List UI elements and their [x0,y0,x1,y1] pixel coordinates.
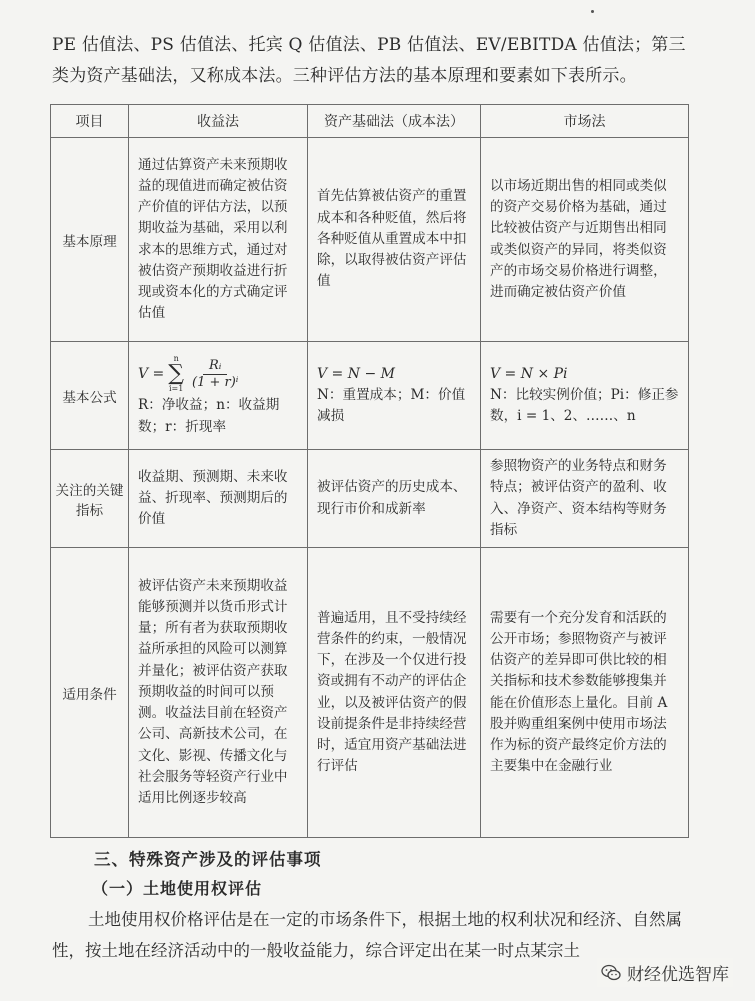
table-header-row [51,105,689,138]
subsection-title: （一）土地使用权评估 [92,879,263,898]
header-market-method: 市场法 [481,105,689,138]
row-label-principle: 基本原理 [51,138,129,342]
row-label-conditions: 适用条件 [51,548,129,838]
sum-upper-limit: n [173,354,179,364]
watermark-text: 财经优选智库 [627,965,729,985]
row-label-formula: 基本公式 [51,342,129,450]
formula-lhs: V = [138,365,165,382]
fraction-numerator: Rᵢ [203,358,227,375]
income-indicators: 收益期、预测期、未来收益、折现率、预测期后的价值 [129,450,308,548]
body-paragraph: 土地使用权价格评估是在一定的市场条件下，根据土地的权利状况和经济、自然属性，按土地在经济活动中的一般收益能力，综合评定出在某一时点某宗土 [52,910,682,960]
sigma-symbol [168,355,184,393]
sum-sign: ∑ [168,361,185,387]
cost-formula-note: N：重置成本；M：价值减损 [317,386,466,425]
income-formula [138,355,298,393]
cost-formula: V = N − M [317,365,395,382]
market-formula: V = N × Pi [490,365,568,382]
watermark [597,958,733,987]
header-income-method: 收益法 [129,105,308,138]
market-principle: 以市场近期出售的相同或类似的资产交易价格为基础，通过比较被估资产与近期售出相同或类似资产的异同，将类似资产的市场交易价格进行调整，进而确定被估资产价值 [481,138,689,342]
income-formula-cell [129,342,308,450]
wechat-icon [601,964,621,982]
page-mark [591,10,594,13]
table-row [51,138,689,342]
section-title: 三、特殊资产涉及的评估事项 [94,850,322,869]
row-label-key-indicators: 关注的关键指标 [51,450,129,548]
income-formula-note: R：净收益；n：收益期数；r：折现率 [138,397,280,435]
fraction-denominator: (1 + r)ⁱ [192,374,239,390]
intro-paragraph: PE 估值法、PS 估值法、托宾 Q 估值法、PB 估值法、EV/EBITDA 估值法；第三 类为资产基础法，又称成本法。三种评估方法的基本原理和要素如下表所示。 [52,35,686,86]
cost-principle: 首先估算被估资产的重置成本和各种贬值，然后将各种贬值从重置成本中扣除，以取得被估资产评估值 [308,138,481,342]
table-row [51,342,689,450]
valuation-methods-table [50,104,689,838]
cost-conditions: 普遍适用，且不受持续经营条件的约束，一般情况下，在涉及一个仅进行投资或拥有不动产的评估企业，以及被评估资产的假设前提条件是非持续经营时，适宜用资产基础法进行评估 [308,548,481,838]
table-row [51,450,689,548]
income-conditions: 被评估资产未来预期收益能够预测并以货币形式计量；所有者为获取预期收益所承担的风险可以测算并量化；被评估资产获取预期收益的时间可以预测。收益法目前在轻资产公司、高新技术公司，在文化、影视、传播文化与社会服务等轻资产行业中适用比例逐步较高 [129,548,308,838]
table-row [51,548,689,838]
cost-formula-cell [308,342,481,450]
sum-lower-limit: i=1 [168,384,184,394]
header-cost-method: 资产基础法（成本法） [308,105,481,138]
market-formula-cell [481,342,689,450]
formula-fraction [188,358,242,390]
market-indicators: 参照物资产的业务特点和财务特点；被评估资产的盈利、收入、净资产、资本结构等财务指标 [481,450,689,548]
market-formula-note: N：比较实例价值；Pi：修正参数，i = 1、2、……、n [490,386,679,425]
income-principle: 通过估算资产未来预期收益的现值进而确定被估资产价值的评估方法，以预期收益为基础，采用以利求本的思维方式，通过对被估资产预期收益进行折现或资本化的方式确定评估值 [129,138,308,342]
header-item: 项目 [51,105,129,138]
cost-indicators: 被评估资产的历史成本、现行市价和成新率 [308,450,481,548]
market-conditions: 需要有一个充分发育和活跃的公开市场；参照物资产与被评估资产的差异即可供比较的相关指标和技术参数能够搜集并能在价值形态上量化。目前 A 股并购重组案例中使用市场法作为标的资产最终定价方法的主要集中在金融行业 [481,548,689,838]
